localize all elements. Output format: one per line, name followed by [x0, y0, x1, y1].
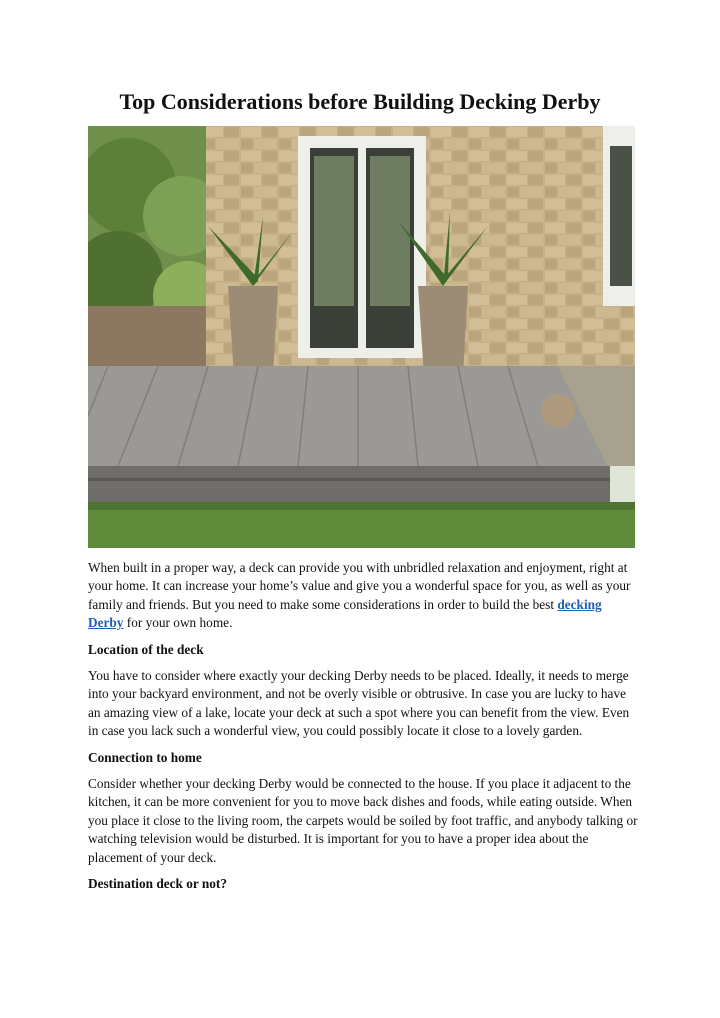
intro-paragraph — [88, 559, 640, 633]
page-title: Top Considerations before Building Decking Derby — [119, 89, 601, 114]
hero-photo-deck — [88, 126, 635, 548]
article-body — [88, 559, 640, 902]
section-body-connection: Consider whether your decking Derby would be connected to the house. If you place it adjacent to the kitchen, it can be more convenient for you to move back dishes and foods, while eating outside. When you place it close to the living room, the carpets would be soiled by foot traffic, and anybody talking or watching television would be disturbed. It is important for you to have a proper idea about the placement of your deck. — [88, 776, 638, 865]
intro-text: When built in a proper way, a deck can provide you with unbridled relaxation and enjoyment, right at your home. It can increase your home’s value and give you a wonderful space for you, as well as your family and friends. But you need to make some considerations in order to build the best — [88, 560, 631, 612]
section-body-location: You have to consider where exactly your decking Derby needs to be placed. Ideally, it needs to merge into your backyard environment, and not be overly visible or obtrusive. In case you are lucky to have an amazing view of a lake, locate your deck at such a spot where you can benefit from the view. Even in case you lack such a wonderful view, you could possibly locate it close to a lovely garden. — [88, 668, 630, 739]
section-heading-connection: Connection to home — [88, 749, 202, 765]
decking-derby-link[interactable]: decking Derby — [88, 596, 602, 631]
section-heading-location: Location of the deck — [88, 641, 204, 657]
section-heading-destination: Destination deck or not? — [88, 876, 228, 892]
intro-text-end: for your own home. — [123, 615, 233, 631]
